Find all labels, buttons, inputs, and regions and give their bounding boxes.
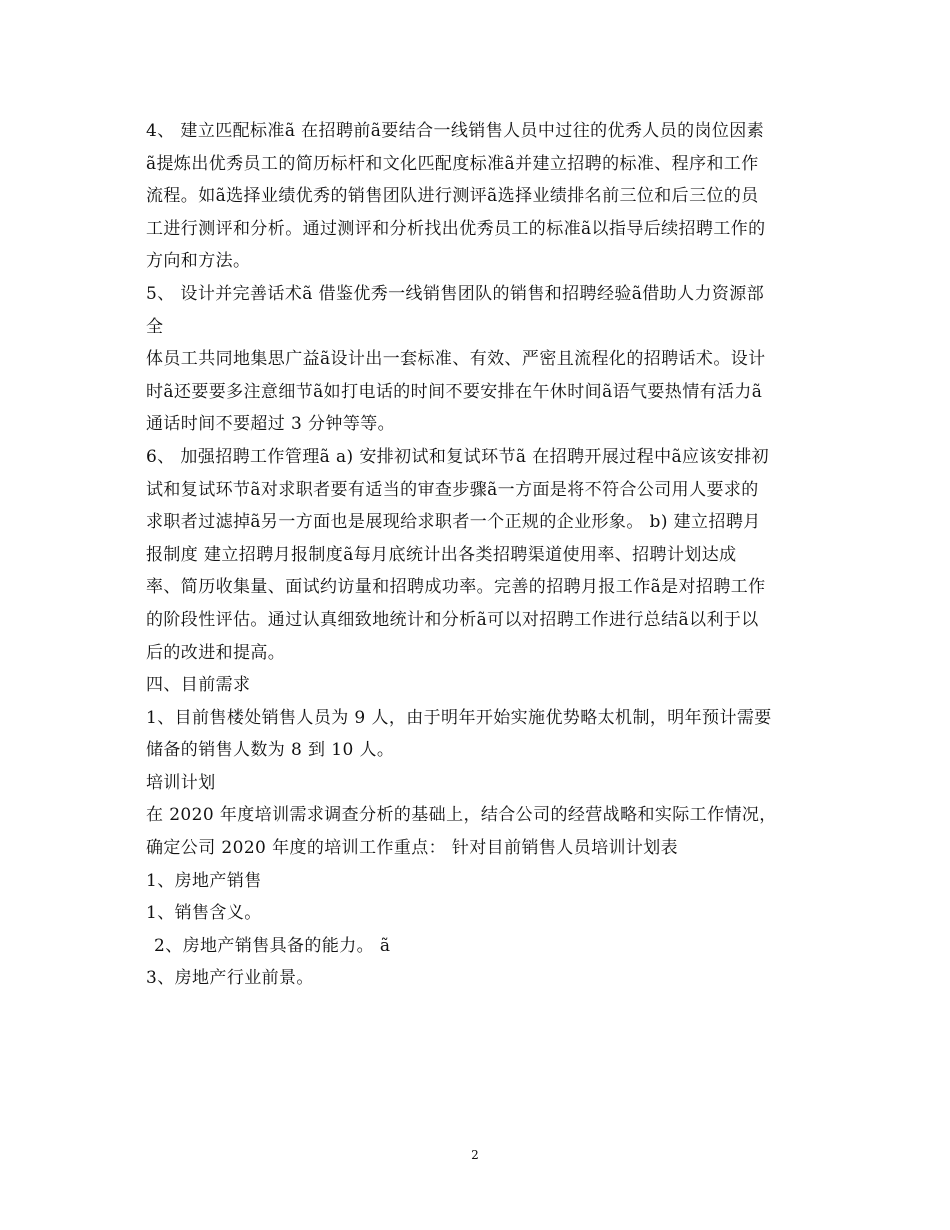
text-line: 通话时间不要超过 3 分钟等等。 xyxy=(146,414,396,435)
text-line: 1、目前售楼处销售人员为 9 人，由于明年开始实施优势略太机制，明年预计需要 xyxy=(146,707,772,728)
text-line: 试和复试环节ã对求职者要有适当的审查步骤ã一方面是将不符合公司用人要求的 xyxy=(146,479,759,500)
text-line: 的阶段性评估。通过认真细致地统计和分析ã可以对招聘工作进行总结ã以利于以 xyxy=(146,609,759,630)
section-heading: 四、目前需求 xyxy=(146,675,251,696)
text-line: 后的改进和提高。 xyxy=(146,642,286,663)
text-line: 报制度 建立招聘月报制度ã每月底统计出各类招聘渠道使用率、招聘计划达成 xyxy=(146,544,737,565)
text-line: 全 xyxy=(146,316,164,337)
text-line: 时ã还要要多注意细节ã如打电话的时间不要安排在午休时间ã语气要热情有活力ã xyxy=(146,381,763,402)
text-line: ã提炼出优秀员工的简历标杆和文化匹配度标准ã并建立招聘的标准、程序和工作 xyxy=(146,153,759,174)
list-item: 3、房地产行业前景。 xyxy=(146,968,314,989)
text-line: 体员工共同地集思广益ã设计出一套标准、有效、严密且流程化的招聘话术。设计 xyxy=(146,349,766,370)
list-item: 2、房地产销售具备的能力。 ã xyxy=(154,935,391,956)
text-line: 流程。如ã选择业绩优秀的销售团队进行测评ã选择业绩排名前三位和后三位的员 xyxy=(146,186,759,207)
text-line: 确定公司 2020 年度的培训工作重点： 针对目前销售人员培训计划表 xyxy=(146,838,679,859)
text-line: 在 2020 年度培训需求调查分析的基础上，结合公司的经营战略和实际工作情况， xyxy=(146,805,777,826)
text-line: 5、 设计并完善话术ã 借鉴优秀一线销售团队的销售和招聘经验ã借助人力资源部 xyxy=(146,283,765,304)
document-body xyxy=(146,115,814,995)
text-line: 求职者过滤掉ã另一方面也是展现给求职者一个正规的企业形象。 b) 建立招聘月 xyxy=(146,512,761,533)
text-line: 6、 加强招聘工作管理ã a) 安排初试和复试环节ã 在招聘开展过程中ã应该安排初 xyxy=(146,446,770,467)
list-item: 1、销售含义。 xyxy=(146,903,262,924)
text-line: 储备的销售人数为 8 到 10 人。 xyxy=(146,740,395,761)
text-line: 4、 建立匹配标准ã 在招聘前ã要结合一线销售人员中过往的优秀人员的岗位因素 xyxy=(146,121,765,141)
text-line: 率、简历收集量、面试约访量和招聘成功率。完善的招聘月报工作ã是对招聘工作 xyxy=(146,577,766,598)
text-line: 方向和方法。 xyxy=(146,251,251,272)
text-line: 工进行测评和分析。通过测评和分析找出优秀员工的标准ã以指导后续招聘工作的 xyxy=(146,218,766,239)
page-number: 2 xyxy=(471,1148,479,1162)
section-heading: 培训计划 xyxy=(146,772,216,793)
list-item: 1、房地产销售 xyxy=(146,870,262,891)
